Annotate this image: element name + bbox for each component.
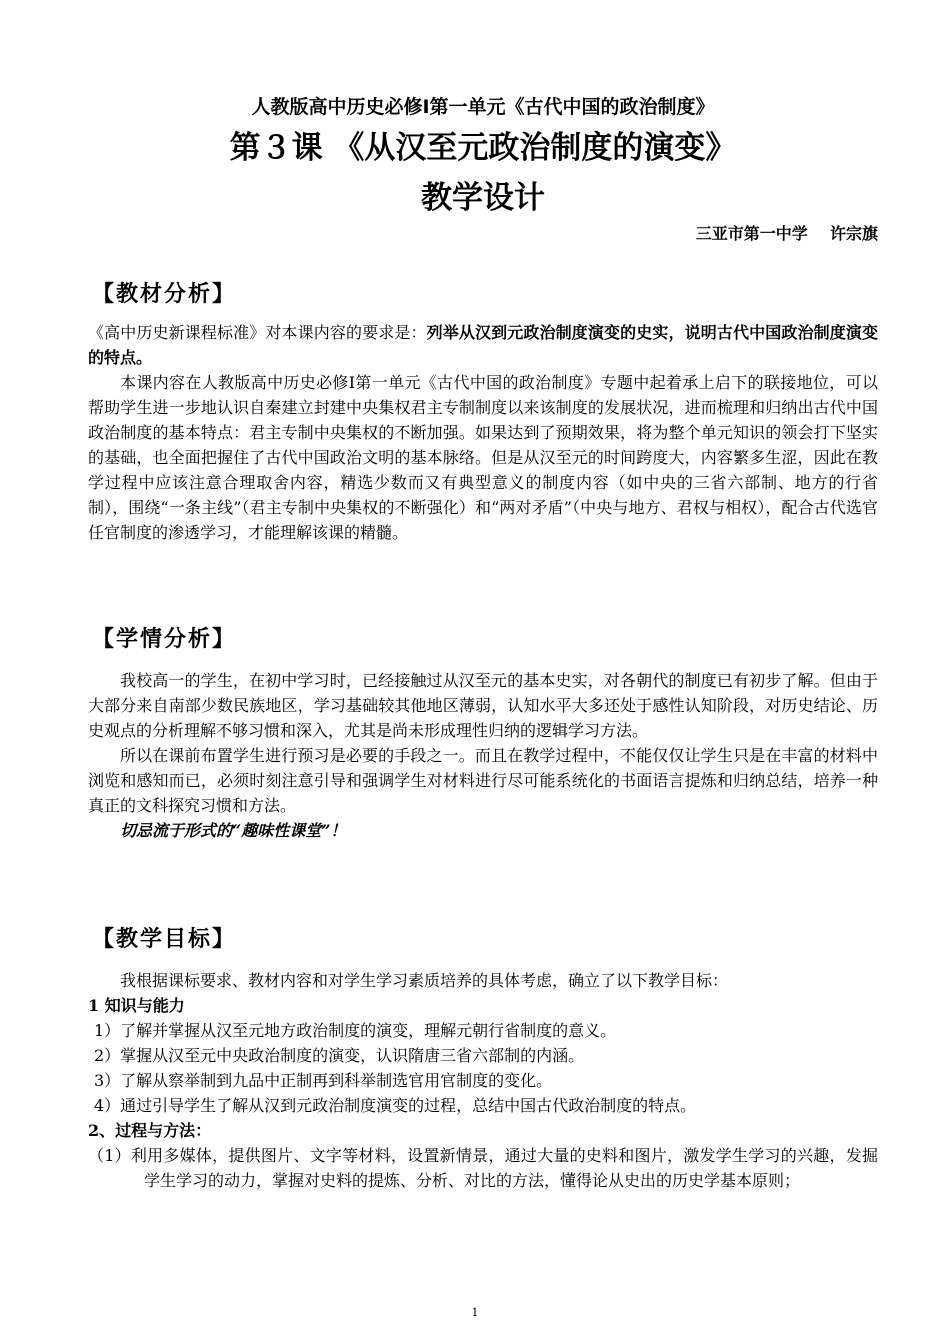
- students-paragraph-2: 所以在课前布置学生进行预习是必要的手段之一。而且在教学过程中，不能仅仅让学生只是在丰富的材料中浏览和感知而已，必须时刻注意引导和强调学生对材料进行尽可能系统化的书面语言提炼和归纳总结，培养一种真正的文科探究习惯和方法。: [88, 746, 878, 815]
- section-heading-students: 【学情分析】: [92, 627, 237, 652]
- curriculum-requirement: [88, 320, 878, 370]
- knowledge-item: 4）通过引导学生了解从汉到元政治制度演变的过程，总结中国古代政治制度的特点。: [94, 1096, 697, 1115]
- requirement-prefix: 《高中历史新课程标准》对本课内容的要求是：: [88, 323, 427, 342]
- process-item: （1）利用多媒体，提供图片、文字等材料，设置新情景，通过大量的史料和图片，激发学生学习的兴趣，发掘学生学习的动力，掌握对史料的提炼、分析、对比的方法，懂得论从史出的历史学基本原则；: [88, 1146, 878, 1190]
- knowledge-item: 2）掌握从汉至元中央政治制度的演变，认识隋唐三省六部制的内涵。: [94, 1046, 585, 1065]
- goals-intro: 我根据课标要求、教材内容和对学生学习素质培养的具体考虑，确立了以下教学目标：: [120, 971, 729, 990]
- process-title: 2、过程与方法：: [88, 1121, 212, 1140]
- author-line: 三亚市第一中学 许宗旗: [695, 224, 878, 243]
- section-heading-textbook: 【教材分析】: [92, 282, 237, 307]
- textbook-paragraph: 本课内容在人教版高中历史必修Ⅰ第一单元《古代中国的政治制度》专题中起着承上启下的联接地位，可以帮助学生进一步地认识自秦建立封建中央集权君主专制制度以来该制度的发展状况，进而梳理和归纳出古代中国政治制度的基本特点：君主专制中央集权的不断加强。如果达到了预期效果，将为整个单元知识的领会打下坚实的基础，也全面把握住了古代中国政治文明的基本脉络。但是从汉至元的时间跨度大，内容繁多生涩，因此在教学过程中应该注意合理取舍内容，精选少数而又有典型意义的制度内容（如中央的三省六部制、地方的行省制），围绕“一条主线”（君主专制中央集权的不断强化）和“两对矛盾”（中央与地方、君权与相权），配合古代选官任官制度的渗透学习，才能理解该课的精髓。: [88, 373, 878, 542]
- lesson-title: 第３课 《从汉至元政治制度的演变》: [229, 130, 737, 166]
- students-paragraph-1: 我校高一的学生，在初中学习时，已经接触过从汉至元的基本史实，对各朝代的制度已有初步了解。但由于大部分来自南部少数民族地区，学习基础较其他地区薄弱，认知水平大多还处于感性认知阶段，对历史结论、历史观点的分析理解不够习惯和深入，尤其是尚未形成理性归纳的逻辑学习方法。: [88, 671, 878, 740]
- design-subtitle: 教学设计: [421, 180, 545, 216]
- knowledge-item: 1）了解并掌握从汉至元地方政治制度的演变，理解元朝行省制度的意义。: [94, 1021, 617, 1040]
- student-analysis-block: [88, 668, 878, 843]
- textbook-analysis-block: [88, 320, 878, 545]
- students-emphasis: 切忌流于形式的“趣味性课堂”！: [120, 821, 347, 840]
- section-heading-goals: 【教学目标】: [92, 927, 237, 952]
- page-number: 1: [471, 1306, 479, 1319]
- unit-title: 人教版高中历史必修Ⅰ第一单元《古代中国的政治制度》: [251, 96, 715, 118]
- knowledge-title: 1 知识与能力: [88, 996, 185, 1015]
- teaching-goals-block: [88, 968, 878, 1193]
- knowledge-item: 3）了解从察举制到九品中正制再到科举制选官用官制度的变化。: [94, 1071, 553, 1090]
- requirement-bold: 列举从汉到元政治制度演变的史实，说明古代中国政治制度演变的特点。: [88, 323, 878, 367]
